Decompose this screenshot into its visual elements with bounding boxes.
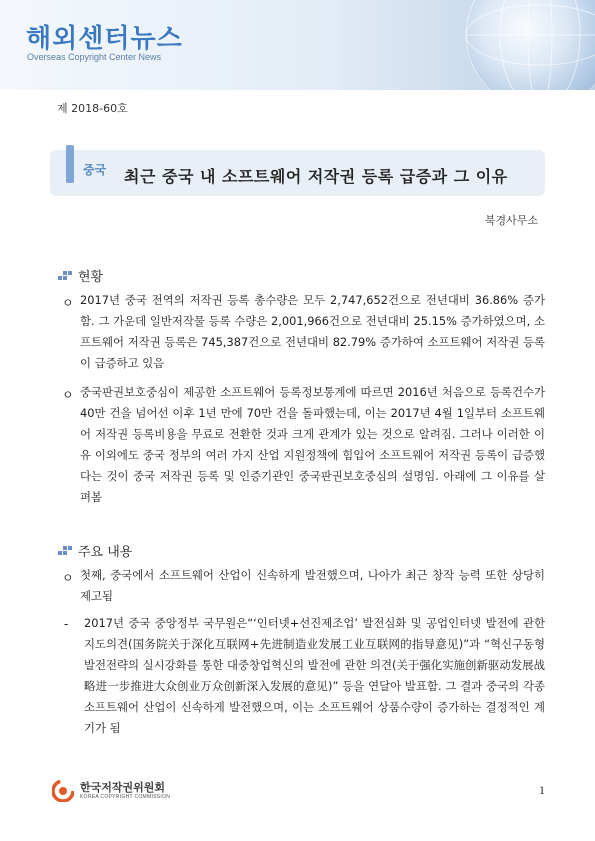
squares-icon bbox=[58, 546, 72, 556]
section-heading-main bbox=[58, 541, 132, 560]
newsletter-title: 해외센터뉴스 bbox=[26, 24, 183, 54]
section-heading-label: 주요 내용 bbox=[78, 545, 133, 560]
header-banner bbox=[0, 0, 595, 90]
page-number: 1 bbox=[539, 783, 545, 797]
newsletter-subtitle: Overseas Copyright Center News bbox=[27, 52, 162, 62]
office-name: 북경사무소 bbox=[484, 214, 538, 227]
section-heading-status bbox=[58, 266, 103, 285]
footer-logo bbox=[52, 780, 170, 802]
paragraph-status-2: 중국판권보호중심이 제공한 소프트웨어 등록정보통계에 따르면 2016년 처음으로 등록건수가 40만 건을 넘어선 이후 1년 만에 70만 건을 돌파했는데, 이는 2017년 4월 1일부터 소프트웨어 저작권 등록비용을 무료로 전환한 것과 크게 관계가 있는 것으로 알려짐. 그러나 이러한 이유 이외에도 중국 정부의 여러 가지 산업 지원정책에 힘입어 소프트웨어 저작권 등록이 급증했다는 것이 중국 저작권 등록 및 인증기관인 중국판권보호중심의 설명임. 아래에 그 이유를 살펴봄 bbox=[80, 385, 545, 504]
article-title: 최근 중국 내 소프트웨어 저작권 등록 급증과 그 이유 bbox=[124, 167, 508, 186]
paragraph-main-sub-1: 2017년 중국 중앙정부 국무원은“‘인터넷+선진제조업’ 발전심화 및 공업인터넷 발전에 관한 지도의견(国务院关于深化互联网+先进制造业发展工业互联网的指导意见)”과 “혁신구동형발전전략의 실시강화를 통한 대중창업혁신의 발전에 관한 의견(关于强化实施创新驱动发展战略进一步推进大众创业万众创新深入发展的意见)” 등을 연달아 발표함. 그 결과 중국의 각종 소프트웨어 산업이 신속하게 발전했으며, 이는 소프트웨어 상품수량이 증가하는 결정적인 계기가 됨 bbox=[84, 616, 545, 735]
country-label: 중국 bbox=[83, 163, 107, 177]
issue-number: 제 2018-60호 bbox=[57, 102, 128, 115]
section-heading-label: 현황 bbox=[78, 270, 104, 285]
bullet-icon: ㅇ bbox=[62, 571, 74, 585]
globe-grid-lines bbox=[465, 0, 595, 90]
title-accent-bar bbox=[66, 145, 74, 183]
paragraph-main-1: 첫째, 중국에서 소프트웨어 산업이 신속하게 발전했으며, 나아가 최근 창작 능력 또한 상당히 제고됨 bbox=[80, 568, 545, 603]
org-name: 한국저작권위원회 bbox=[80, 781, 166, 794]
bullet-icon: ㅇ bbox=[62, 296, 74, 310]
dash-marker: - bbox=[64, 617, 69, 631]
paragraph-status-1: 2017년 중국 전역의 저작권 등록 총수량은 모두 2,747,652건으로 전년대비 36.86% 증가함. 그 가운데 일반저작물 등록 수량은 2,001,966건으로 전년대비 25.15% 증가하였으며, 소프트웨어 저작권 등록은 745,387건으로 전년대비 82.79% 증가하여 소프트웨어 저작권 등록이 급증하고 있음 bbox=[80, 293, 545, 370]
squares-icon bbox=[58, 271, 72, 281]
bullet-icon: ㅇ bbox=[62, 388, 74, 402]
commission-logo-icon bbox=[52, 780, 74, 802]
org-name-english: KOREA COPYRIGHT COMMISSION bbox=[80, 794, 171, 800]
